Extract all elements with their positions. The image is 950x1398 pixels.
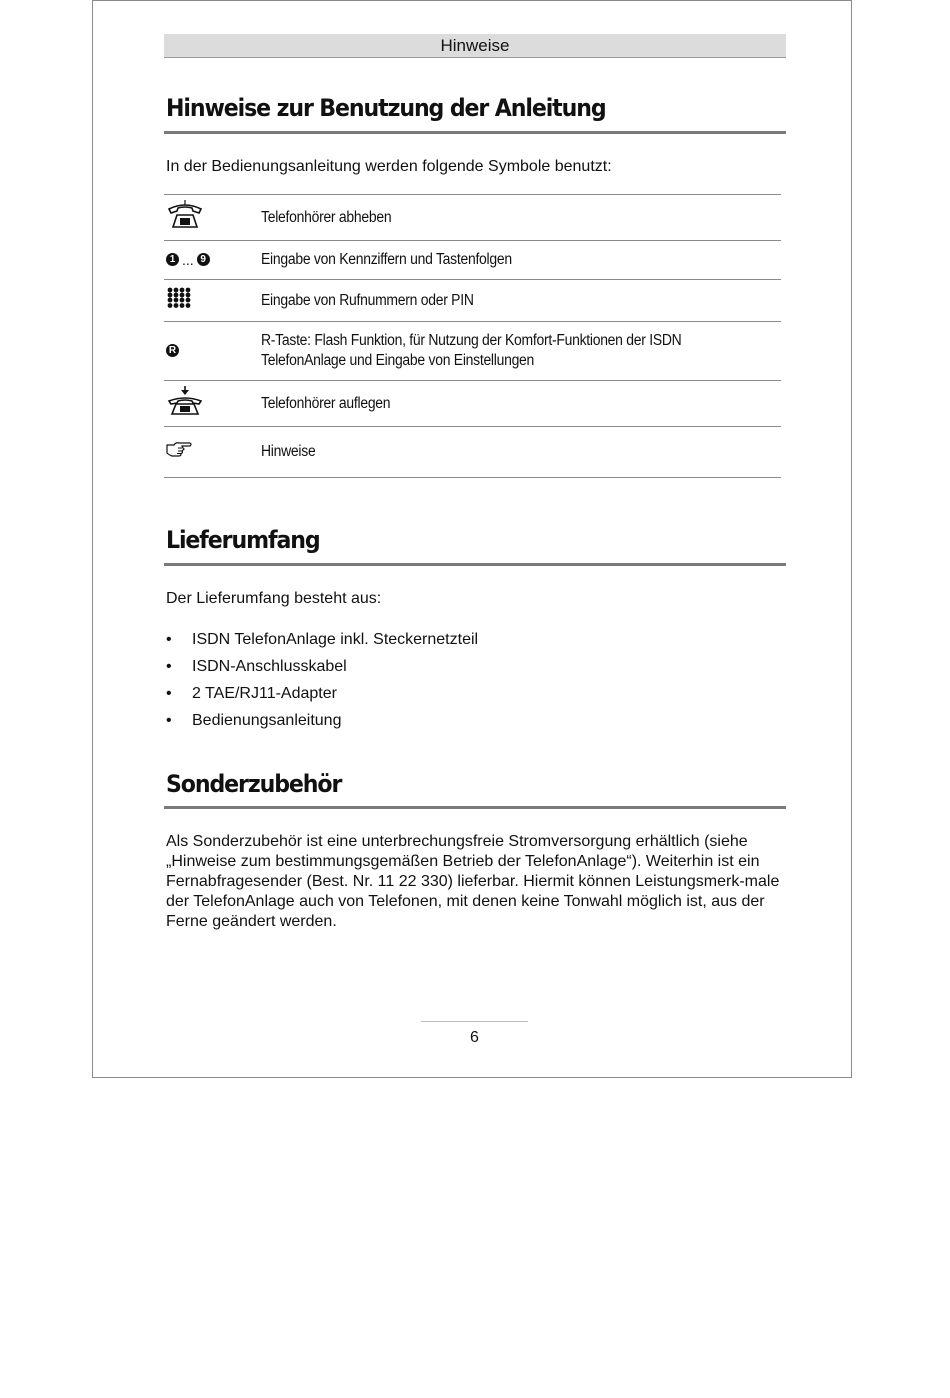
ellipsis: ... <box>182 251 194 268</box>
digit-one-icon: 1 <box>166 253 179 266</box>
symbols-table <box>164 194 781 478</box>
symbol-cell <box>164 322 261 381</box>
symbol-cell <box>164 280 261 322</box>
symbol-desc: Hinweise <box>261 443 316 460</box>
symbol-cell <box>164 381 261 427</box>
section-title-lieferumfang: Lieferumfang <box>166 526 320 554</box>
symbol-desc: Telefonhörer abheben <box>261 208 392 226</box>
running-header: Hinweise <box>164 34 786 58</box>
section-rule <box>164 806 786 809</box>
symbol-desc: Eingabe von Kennziffern und Tastenfolgen <box>261 251 512 268</box>
pointing-hand-icon <box>166 441 192 457</box>
symbol-row <box>164 241 781 280</box>
r-key-icon: R <box>166 344 179 357</box>
page-number: 6 <box>470 1029 479 1046</box>
section-title-hinweise: Hinweise zur Benutzung der Anleitung <box>166 94 606 122</box>
digit-nine-icon: 9 <box>197 253 210 266</box>
list-item: • ISDN-Anschlusskabel <box>166 653 766 680</box>
lieferumfang-list <box>166 626 766 734</box>
symbol-row <box>164 322 781 381</box>
list-item: • 2 TAE/RJ11-Adapter <box>166 680 766 707</box>
keypad-icon <box>166 287 192 309</box>
section-rule <box>164 563 786 566</box>
section-title-sonderzubehoer: Sonderzubehör <box>166 770 342 798</box>
symbol-cell <box>164 195 261 241</box>
symbols-intro: In der Bedienungsanleitung werden folgende Symbole benutzt: <box>166 158 612 175</box>
symbol-desc: Telefonhörer auflegen <box>261 394 391 412</box>
digit-keys-icon <box>166 251 210 268</box>
symbol-cell <box>164 427 261 478</box>
lieferumfang-intro: Der Lieferumfang besteht aus: <box>166 590 382 607</box>
footer-rule <box>421 1021 528 1022</box>
symbol-row <box>164 427 781 478</box>
symbol-row <box>164 280 781 322</box>
section-rule <box>164 131 786 134</box>
sonderzubehoer-text: Als Sonderzubehör ist eine unterbrechungsfreie Stromversorgung erhältlich (siehe „Hinweise zum bestimmungsgemäßen Betrieb der TelefonAnlage“). Weiterhin ist ein Fernabfragesender (Best. Nr. 11 22 330) lieferbar. Hiermit können Leistungsmerk-male der TelefonAnlage auch von Telefonen, mit denen keine Tonwahl möglich ist, aus der Ferne geändert werden. <box>166 833 780 930</box>
symbol-desc: Eingabe von Rufnummern oder PIN <box>261 291 474 309</box>
symbol-desc: R-Taste: Flash Funktion, für Nutzung der Komfort-Funktionen der ISDN TelefonAnlage und Eingabe von Einstellungen <box>261 332 682 369</box>
symbol-row <box>164 381 781 427</box>
list-item: • ISDN TelefonAnlage inkl. Steckernetzteil <box>166 626 766 653</box>
handset-lift-icon <box>166 200 204 230</box>
symbol-row <box>164 195 781 241</box>
symbol-cell <box>164 241 261 280</box>
handset-hangup-icon <box>166 386 204 416</box>
list-item: • Bedienungsanleitung <box>166 707 766 734</box>
